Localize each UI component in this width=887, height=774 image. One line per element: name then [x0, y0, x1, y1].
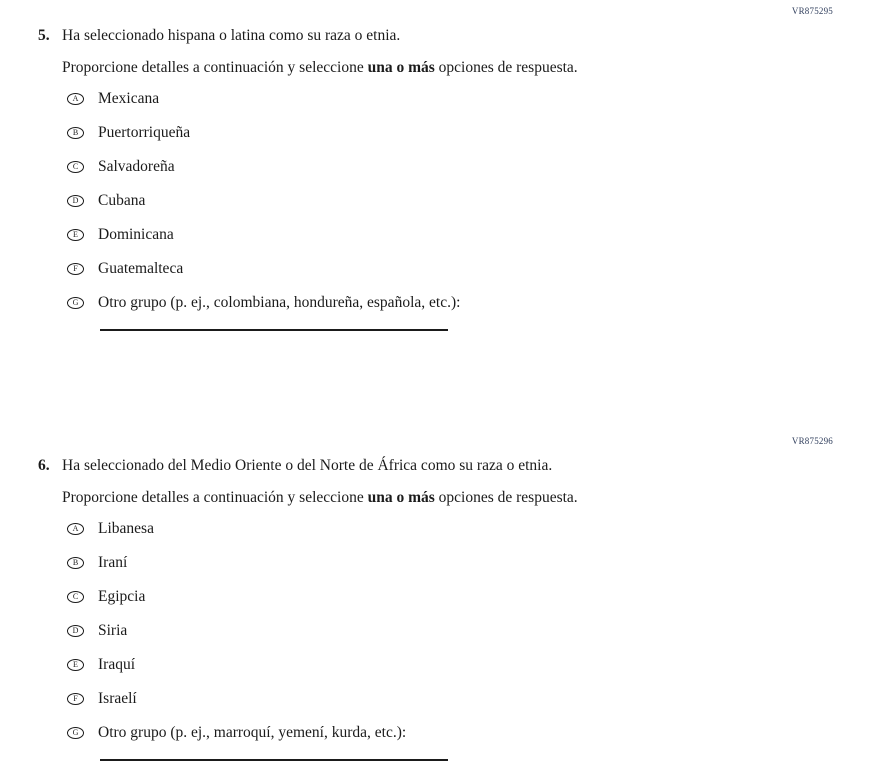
answer-bubble-letter: G — [72, 298, 79, 307]
answer-option[interactable] — [67, 259, 887, 279]
form-code: VR875295 — [791, 6, 833, 16]
answer-option[interactable] — [67, 723, 887, 743]
instruction-text-before: Proporcione detalles a continuación y seleccione — [62, 489, 368, 506]
answer-bubble-letter: D — [72, 626, 79, 635]
form-code: VR875296 — [791, 436, 833, 446]
answer-bubble-icon[interactable] — [67, 523, 84, 535]
answer-option-label: Iraní — [98, 554, 128, 571]
answer-option-label: Iraquí — [98, 656, 136, 673]
instruction-text-before: Proporcione detalles a continuación y seleccione — [62, 59, 368, 76]
answer-bubble-icon[interactable] — [67, 727, 84, 739]
answer-bubble-letter: G — [72, 728, 79, 737]
answer-option-label: Israelí — [98, 690, 137, 707]
answer-option[interactable] — [67, 225, 887, 245]
answer-bubble-icon[interactable] — [67, 557, 84, 569]
answer-option-label: Otro grupo (p. ej., colombiana, hondureña, española, etc.): — [98, 294, 461, 311]
answer-option-label: Dominicana — [98, 226, 174, 243]
answer-option[interactable] — [67, 293, 887, 313]
answer-bubble-icon[interactable] — [67, 229, 84, 241]
question-6-section — [0, 430, 887, 761]
answer-bubble-icon[interactable] — [67, 93, 84, 105]
instruction-text-after: opciones de respuesta. — [434, 489, 578, 506]
instruction-text-bold: una o más — [367, 489, 435, 506]
answer-option-label: Libanesa — [98, 520, 154, 537]
answer-bubble-icon[interactable] — [67, 659, 84, 671]
answer-option-label: Puertorriqueña — [98, 124, 191, 141]
answer-bubble-icon[interactable] — [67, 591, 84, 603]
answer-bubble-letter: E — [73, 230, 78, 239]
writein-line[interactable] — [100, 329, 448, 331]
answer-option[interactable] — [67, 89, 887, 109]
answer-bubble-letter: A — [72, 94, 79, 103]
writein-line[interactable] — [100, 759, 448, 761]
answer-bubble-icon[interactable] — [67, 263, 84, 275]
answer-bubble-letter: E — [73, 660, 78, 669]
instruction-text-bold: una o más — [367, 59, 435, 76]
question-prompt: Ha seleccionado del Medio Oriente o del Norte de África como su raza o etnia. — [62, 457, 553, 474]
question-prompt-line — [38, 456, 887, 475]
answer-option[interactable] — [67, 157, 887, 177]
answer-option[interactable] — [67, 519, 887, 539]
answer-bubble-letter: D — [72, 196, 79, 205]
answer-bubble-letter: B — [72, 558, 79, 567]
answer-option-label: Mexicana — [98, 90, 160, 107]
question-prompt-line — [38, 26, 887, 45]
answer-options-list — [67, 519, 887, 761]
question-instruction — [62, 488, 887, 507]
answer-option[interactable] — [67, 191, 887, 211]
answer-option-label: Salvadoreña — [98, 158, 175, 175]
answer-bubble-icon[interactable] — [67, 625, 84, 637]
answer-bubble-letter: F — [73, 264, 78, 273]
question-instruction — [62, 58, 887, 77]
instruction-text-after: opciones de respuesta. — [434, 59, 578, 76]
answer-options-list — [67, 89, 887, 331]
answer-option[interactable] — [67, 689, 887, 709]
answer-option[interactable] — [67, 587, 887, 607]
answer-bubble-icon[interactable] — [67, 161, 84, 173]
answer-option-label: Siria — [98, 622, 128, 639]
answer-option-label: Egipcia — [98, 588, 146, 605]
question-number: 5. — [38, 27, 50, 44]
answer-option-label: Otro grupo (p. ej., marroquí, yemení, kurda, etc.): — [98, 724, 407, 741]
answer-bubble-icon[interactable] — [67, 693, 84, 705]
question-5-section — [0, 0, 887, 331]
answer-bubble-icon[interactable] — [67, 297, 84, 309]
answer-bubble-icon[interactable] — [67, 127, 84, 139]
answer-option[interactable] — [67, 655, 887, 675]
answer-option[interactable] — [67, 123, 887, 143]
answer-option[interactable] — [67, 553, 887, 573]
answer-bubble-icon[interactable] — [67, 195, 84, 207]
answer-option-label: Cubana — [98, 192, 146, 209]
answer-bubble-letter: B — [72, 128, 79, 137]
answer-option[interactable] — [67, 621, 887, 641]
question-prompt: Ha seleccionado hispana o latina como su raza o etnia. — [62, 27, 401, 44]
question-number: 6. — [38, 457, 50, 474]
answer-bubble-letter: A — [72, 524, 79, 533]
answer-bubble-letter: F — [73, 694, 78, 703]
answer-bubble-letter: C — [72, 162, 79, 171]
answer-option-label: Guatemalteca — [98, 260, 184, 277]
answer-bubble-letter: C — [72, 592, 79, 601]
